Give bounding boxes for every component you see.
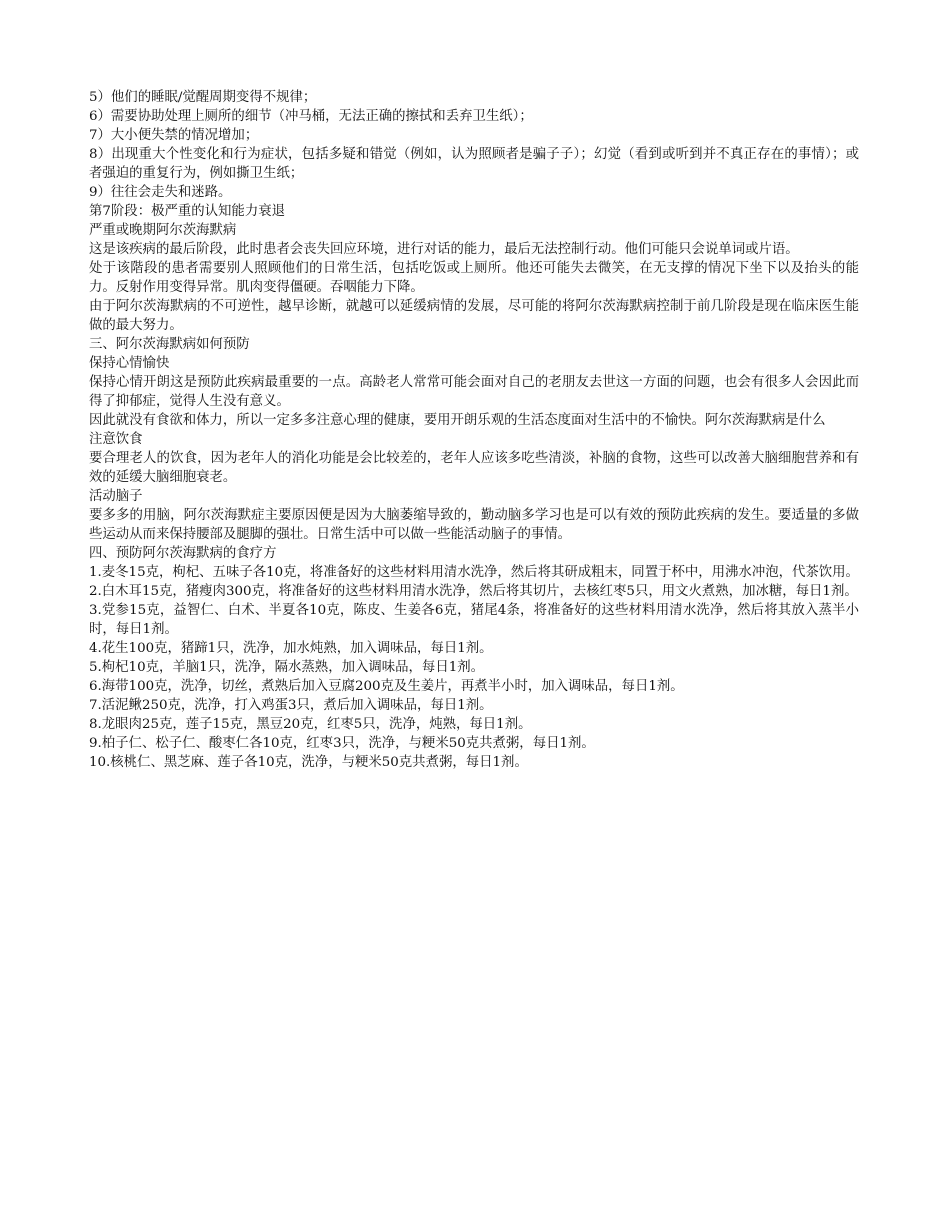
section-3-heading: 三、阿尔茨海默病如何预防 xyxy=(89,337,250,352)
section-4-heading: 四、预防阿尔茨海默病的食疗方 xyxy=(89,546,277,561)
document-body xyxy=(89,88,859,772)
stage-7-subheading: 严重或晚期阿尔茨海默病 xyxy=(89,223,237,238)
recipe-item-9: 9.柏子仁、松子仁、酸枣仁各10克，红枣3只，洗净，与粳米50克共煮粥，每日1剂。 xyxy=(89,736,595,751)
mood-paragraph-2: 因此就没有食欲和体力，所以一定多多注意心理的健康，要用开朗乐观的生活态度面对生活中的不愉快。阿尔茨海默病是什么 xyxy=(89,413,826,428)
diet-paragraph: 要合理老人的饮食，因为老年人的消化功能是会比较差的，老年人应该多吃些清淡，补脑的食物，这些可以改善大脑细胞营养和有效的延缓大脑细胞衰老。 xyxy=(89,451,859,485)
recipe-item-8: 8.龙眼肉25克，莲子15克，黑豆20克，红枣5只，洗净，炖熟，每日1剂。 xyxy=(89,717,532,732)
recipe-item-6: 6.海带100克，洗净，切丝，煮熟后加入豆腐200克及生姜片，再煮半小时，加入调味品，每日1剂。 xyxy=(89,679,684,694)
list-item-9: 9）往往会走失和迷路。 xyxy=(89,185,232,200)
recipe-item-10: 10.核桃仁、黑芝麻、莲子各10克，洗净，与粳米50克共煮粥，每日1剂。 xyxy=(89,755,528,770)
list-item-7: 7）大小便失禁的情况增加； xyxy=(89,128,259,143)
diet-subheading: 注意饮食 xyxy=(89,432,143,447)
recipe-item-4: 4.花生100克，猪蹄1只，洗净，加水炖熟，加入调味品，每日1剂。 xyxy=(89,641,493,656)
recipe-item-2: 2.白木耳15克，猪瘦肉300克，将准备好的这些材料用清水洗净，然后将其切片，去核红枣5只，用文火煮熟，加冰糖，每日1剂。 xyxy=(89,584,858,599)
stage-7-paragraph-2: 处于该階段的患者需要别人照顾他们的日常生活，包括吃饭或上厕所。他还可能失去微笑，在无支撑的情况下坐下以及抬头的能力。反射作用变得异常。肌肉变得僵硬。吞咽能力下降。 xyxy=(89,261,859,295)
mood-paragraph-1: 保持心情开朗这是预防此疾病最重要的一点。高龄老人常常可能会面对自己的老朋友去世这一方面的问题，也会有很多人会因此而得了抑郁症，觉得人生没有意义。 xyxy=(89,375,859,409)
recipe-item-5: 5.枸杞10克，羊脑1只，洗净，隔水蒸熟，加入调味品，每日1剂。 xyxy=(89,660,485,675)
stage-7-heading: 第7阶段：极严重的认知能力衰退 xyxy=(89,204,285,219)
recipe-item-1: 1.麦冬15克，枸杞、五味子各10克，将准备好的这些材料用清水洗净，然后将其研成粗末，同置于杯中，用沸水冲泡，代茶饮用。 xyxy=(89,565,859,580)
brain-activity-paragraph: 要多多的用脑，阿尔茨海默症主要原因便是因为大脑萎缩导致的，勤动脑多学习也是可以有效的预防此疾病的发生。要适量的多做些运动从而来保持腰部及腿脚的强壮。日常生活中可以做一些能活动脑子的事情。 xyxy=(89,508,859,542)
mood-subheading: 保持心情愉快 xyxy=(89,356,170,371)
stage-7-paragraph-3: 由于阿尔茨海默病的不可逆性，越早诊断，就越可以延缓病情的发展，尽可能的将阿尔茨海默病控制于前几阶段是现在临床医生能做的最大努力。 xyxy=(89,299,859,333)
recipe-item-3: 3.党参15克，益智仁、白术、半夏各10克，陈皮、生姜各6克，猪尾4条，将准备好的这些材料用清水洗净，然后将其放入蒸半小时，每日1剂。 xyxy=(89,603,859,637)
stage-7-paragraph-1: 这是该疾病的最后阶段，此时患者会丧失回应环境，进行对话的能力，最后无法控制行动。他们可能只会说单词或片语。 xyxy=(89,242,799,257)
list-item-6: 6）需要协助处理上厕所的细节（冲马桶，无法正确的擦拭和丢弃卫生纸）； xyxy=(89,109,533,124)
brain-activity-subheading: 活动脑子 xyxy=(89,489,143,504)
list-item-8: 8）出现重大个性变化和行为症状，包括多疑和错觉（例如，认为照顾者是骗子子）；幻觉（看到或听到并不真正存在的事情）；或者强迫的重复行为，例如撕卫生纸； xyxy=(89,147,859,181)
recipe-item-7: 7.活泥鳅250克，洗净，打入鸡蛋3只，煮后加入调味品，每日1剂。 xyxy=(89,698,493,713)
list-item-5: 5）他们的睡眠/觉醒周期变得不规律； xyxy=(89,90,317,105)
